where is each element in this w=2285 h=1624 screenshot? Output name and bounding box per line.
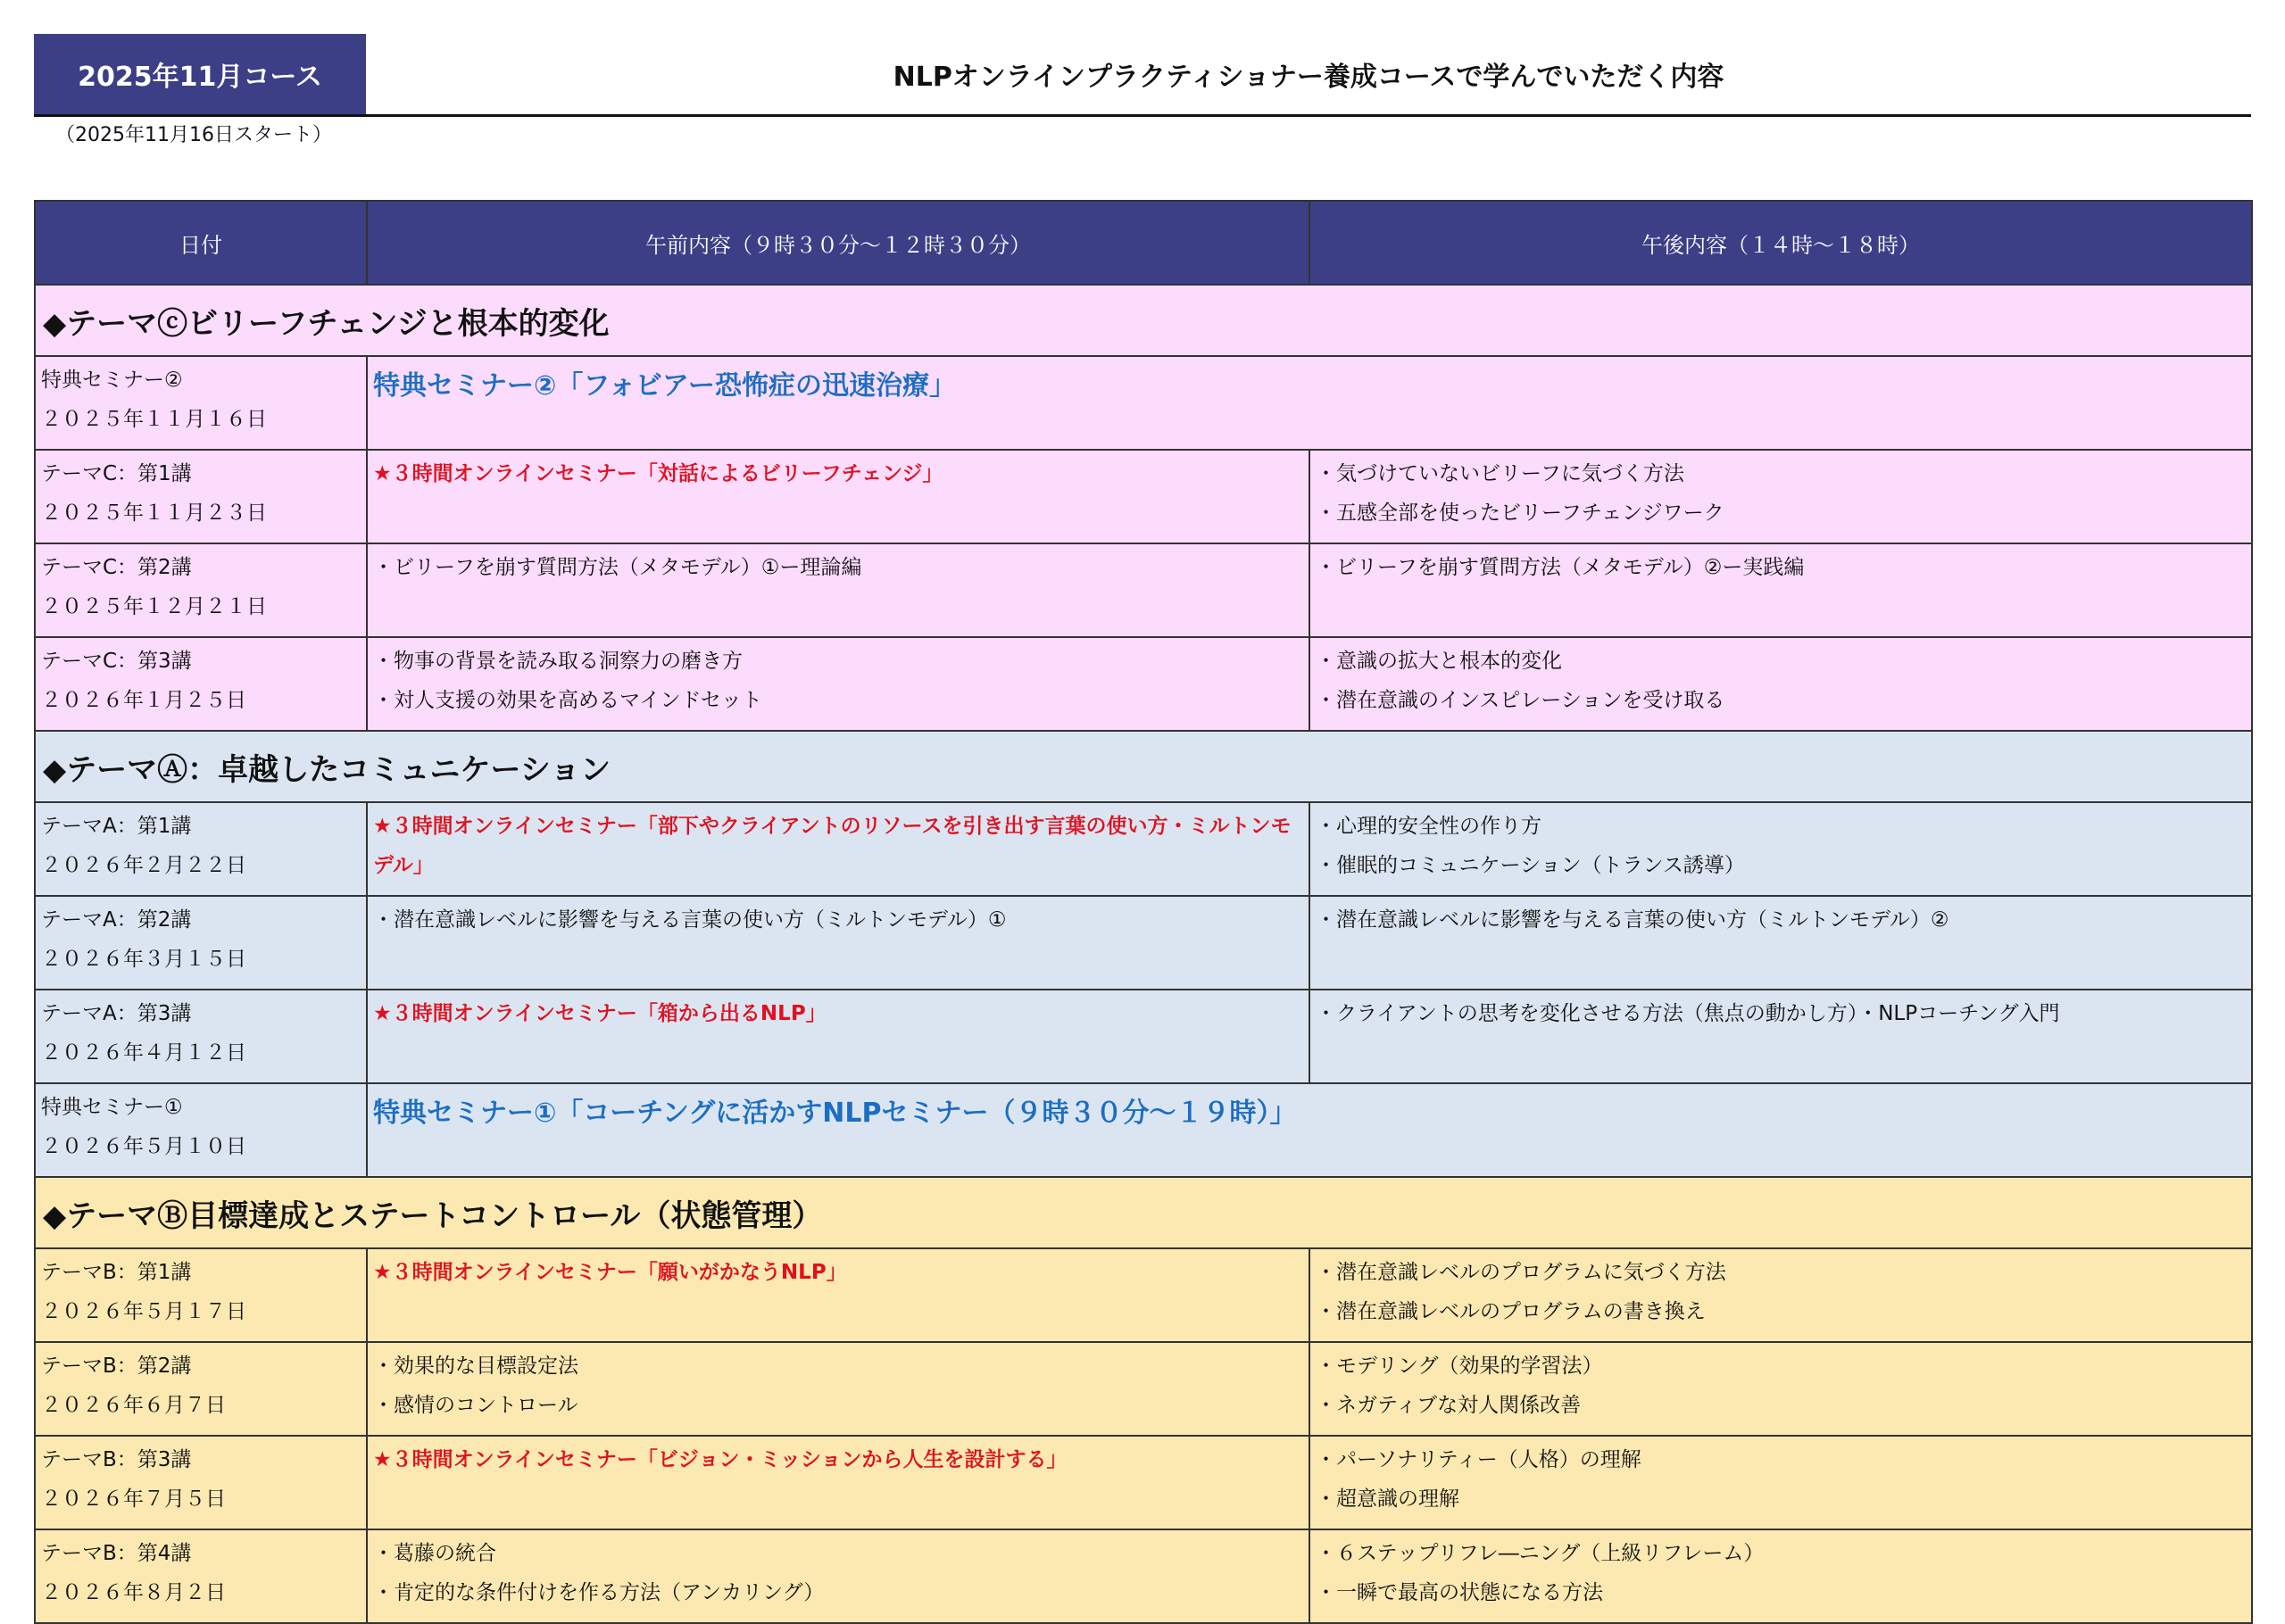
morning-content-cell [367, 1529, 1309, 1623]
content-item: ・一瞬で最高の状態になる方法 [1316, 1581, 1603, 1604]
session-label: テーマA：第1講 [41, 815, 192, 838]
afternoon-content-cell [1309, 1342, 2252, 1436]
content-item: ・効果的な目標設定法 [373, 1355, 578, 1378]
table-row [35, 637, 2252, 731]
table-row [35, 990, 2252, 1083]
session-date: ２０２５年１１月１６日 [41, 408, 267, 431]
afternoon-content-cell [1309, 637, 2252, 731]
content-item: ・クライアントの思考を変化させる方法（焦点の動かし方）・NLPコーチング入門 [1316, 1002, 2060, 1025]
section-title: ◆テーマⓒビリーフチェンジと根本的変化 [35, 285, 2252, 356]
section-theme-b-header [35, 1177, 2252, 1248]
schedule-body [35, 285, 2252, 1623]
session-date: ２０２６年４月１２日 [41, 1041, 246, 1065]
morning-content-cell [367, 637, 1309, 731]
date-cell [35, 802, 367, 896]
session-label: テーマB：第1講 [41, 1261, 192, 1284]
content-item: ・心理的安全性の作り方 [1316, 815, 1541, 838]
date-cell [35, 1083, 367, 1177]
session-label: 特典セミナー① [41, 1096, 183, 1119]
table-row [35, 1342, 2252, 1436]
page-title [366, 34, 2251, 114]
section-title: ◆テーマⒶ：卓越したコミュニケーション [35, 731, 2252, 802]
bonus-seminar-title: 特典セミナー①「コーチングに活かすNLPセミナー（９時３０分～１９時）」 [373, 1098, 1297, 1129]
session-date: ２０２６年８月２日 [41, 1581, 226, 1604]
content-item: ・対人支援の効果を高めるマインドセット [373, 689, 762, 712]
table-row [35, 1248, 2252, 1342]
session-label: テーマB：第3講 [41, 1448, 192, 1471]
schedule-table [34, 200, 2253, 1624]
online-seminar-highlight: ★３時間オンラインセミナー「ビジョン・ミッションから人生を設計する」 [373, 1448, 1068, 1471]
session-date: ２０２６年５月１７日 [41, 1300, 246, 1323]
session-date: ２０２６年６月７日 [41, 1394, 226, 1417]
column-header-date: 日付 [35, 201, 367, 285]
table-row [35, 543, 2252, 637]
session-label: テーマB：第4講 [41, 1542, 192, 1565]
content-item: ・ビリーフを崩す質問方法（メタモデル）①ー理論編 [373, 556, 862, 579]
table-row [35, 1436, 2252, 1529]
content-item: ・６ステップリフレ―ニング（上級リフレーム） [1316, 1542, 1765, 1565]
page-title-text: NLPオンラインプラクティショナー養成コースで学んでいただく内容 [893, 62, 1724, 93]
start-date-note: （2025年11月16日スタート） [55, 124, 332, 146]
online-seminar-highlight: ★３時間オンラインセミナー「箱から出るNLP」 [373, 1002, 827, 1025]
content-item: ・意識の拡大と根本的変化 [1316, 650, 1562, 673]
morning-content-cell [367, 543, 1309, 637]
date-cell [35, 637, 367, 731]
content-item: ・物事の背景を読み取る洞察力の磨き方 [373, 650, 743, 673]
session-label: テーマA：第2講 [41, 908, 192, 932]
section-theme-c-header [35, 285, 2252, 356]
session-date: ２０２６年５月１０日 [41, 1135, 246, 1158]
date-cell [35, 1342, 367, 1436]
content-item: ・超意識の理解 [1316, 1487, 1459, 1511]
column-header-afternoon: 午後内容（１４時～１８時） [1309, 201, 2252, 285]
content-item: ・潜在意識レベルのプログラムの書き換え [1316, 1300, 1706, 1323]
session-date: ２０２５年１２月２１日 [41, 595, 267, 618]
date-cell [35, 990, 367, 1083]
date-cell [35, 356, 367, 450]
online-seminar-highlight: ★３時間オンラインセミナー「願いがかなうNLP」 [373, 1261, 847, 1284]
content-item: ・五感全部を使ったビリーフチェンジワーク [1316, 501, 1724, 525]
session-date: ２０２６年１月２５日 [41, 689, 246, 712]
table-row [35, 1083, 2252, 1177]
table-row [35, 802, 2252, 896]
afternoon-content-cell [1309, 1529, 2252, 1623]
content-item: ・気づけていないビリーフに気づく方法 [1316, 462, 1684, 485]
content-item: ・潜在意識レベルに影響を与える言葉の使い方（ミルトンモデル）① [373, 908, 1007, 932]
date-cell [35, 543, 367, 637]
content-item: ・ネガティブな対人関係改善 [1316, 1394, 1582, 1417]
table-row [35, 450, 2252, 543]
content-item: ・潜在意識レベルに影響を与える言葉の使い方（ミルトンモデル）② [1316, 908, 1949, 932]
content-item: ・パーソナリティー（人格）の理解 [1316, 1448, 1641, 1471]
course-label: 2025年11月コース [78, 62, 322, 93]
online-seminar-highlight: ★３時間オンラインセミナー「部下やクライアントのリソースを引き出す言葉の使い方・ミルトンモデル」 [373, 815, 1292, 877]
table-row [35, 356, 2252, 450]
header-divider [34, 114, 2251, 117]
afternoon-content-cell [1309, 543, 2252, 637]
bonus-seminar-cell [367, 356, 2252, 450]
session-label: 特典セミナー② [41, 369, 183, 392]
session-label: テーマC：第3講 [41, 650, 192, 673]
table-header-row [35, 201, 2252, 285]
session-label: テーマA：第3講 [41, 1002, 192, 1025]
session-label: テーマB：第2講 [41, 1355, 192, 1378]
content-item: ・潜在意識レベルのプログラムに気づく方法 [1316, 1261, 1726, 1284]
afternoon-content-cell [1309, 990, 2252, 1083]
online-seminar-highlight: ★３時間オンラインセミナー「対話によるビリーフチェンジ」 [373, 462, 943, 485]
date-cell [35, 1248, 367, 1342]
morning-content-cell [367, 1248, 1309, 1342]
morning-content-cell [367, 450, 1309, 543]
date-cell [35, 1529, 367, 1623]
course-badge [34, 34, 366, 114]
date-cell [35, 896, 367, 990]
column-header-morning: 午前内容（９時３０分～１２時３０分） [367, 201, 1309, 285]
morning-content-cell [367, 1436, 1309, 1529]
content-item: ・潜在意識のインスピレーションを受け取る [1316, 689, 1725, 712]
morning-content-cell [367, 990, 1309, 1083]
content-item: ・モデリング（効果的学習法） [1316, 1355, 1603, 1378]
morning-content-cell [367, 802, 1309, 896]
afternoon-content-cell [1309, 896, 2252, 990]
session-date: ２０２６年３月１５日 [41, 948, 246, 971]
content-item: ・肯定的な条件付けを作る方法（アンカリング） [373, 1581, 825, 1604]
afternoon-content-cell [1309, 1436, 2252, 1529]
section-theme-a-header [35, 731, 2252, 802]
session-label: テーマC：第1講 [41, 462, 192, 485]
morning-content-cell [367, 1342, 1309, 1436]
afternoon-content-cell [1309, 1248, 2252, 1342]
date-cell [35, 450, 367, 543]
date-cell [35, 1436, 367, 1529]
content-item: ・葛藤の統合 [373, 1542, 496, 1565]
session-date: ２０２６年７月５日 [41, 1487, 226, 1511]
afternoon-content-cell [1309, 450, 2252, 543]
bonus-seminar-title: 特典セミナー②「フォビアー恐怖症の迅速治療」 [373, 370, 956, 402]
content-item: ・催眠的コミュニケーション（トランス誘導） [1316, 854, 1745, 877]
afternoon-content-cell [1309, 802, 2252, 896]
content-item: ・ビリーフを崩す質問方法（メタモデル）②ー実践編 [1316, 556, 1805, 579]
session-date: ２０２６年２月２２日 [41, 854, 246, 877]
content-item: ・感情のコントロール [373, 1394, 578, 1417]
section-title: ◆テーマⒷ目標達成とステートコントロール（状態管理） [35, 1177, 2252, 1248]
bonus-seminar-cell [367, 1083, 2252, 1177]
table-row [35, 896, 2252, 990]
session-label: テーマC：第2講 [41, 556, 192, 579]
morning-content-cell [367, 896, 1309, 990]
table-row [35, 1529, 2252, 1623]
session-date: ２０２５年１１月２３日 [41, 501, 267, 525]
